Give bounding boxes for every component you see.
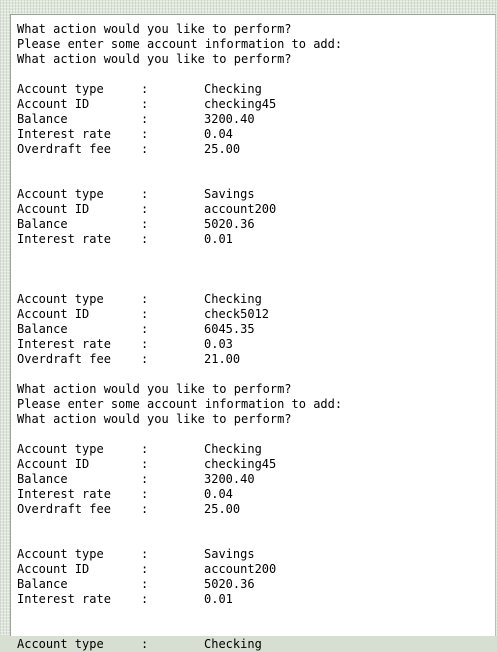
field-separator: :	[141, 472, 149, 486]
field-separator: :	[141, 577, 149, 591]
account-field-row	[17, 187, 342, 202]
account-field-row	[17, 97, 342, 112]
field-value: 5020.36	[204, 217, 255, 231]
blank-line	[17, 247, 342, 262]
field-value: 0.01	[204, 232, 233, 246]
field-label: Balance	[17, 577, 68, 591]
field-value: 3200.40	[204, 112, 255, 126]
console-message-line: Please enter some account information to add:	[17, 397, 343, 411]
field-separator: :	[141, 307, 149, 321]
field-label: Account type	[17, 547, 104, 561]
field-label: Account type	[17, 292, 104, 306]
field-separator: :	[141, 547, 149, 561]
field-separator: :	[141, 232, 149, 246]
account-field-row	[17, 592, 342, 607]
field-label: Interest rate	[17, 487, 111, 501]
field-value: 3200.40	[204, 472, 255, 486]
field-separator: :	[141, 112, 149, 126]
account-field-row	[17, 82, 342, 97]
blank-line	[17, 367, 342, 382]
field-value: Checking	[204, 82, 262, 96]
field-value: 25.00	[204, 142, 241, 156]
console-message-line: What action would you like to perform?	[17, 22, 292, 36]
console-message-line: Please enter some account information to add:	[17, 37, 343, 51]
field-label: Interest rate	[17, 592, 111, 606]
blank-line	[17, 157, 342, 172]
field-value: check5012	[204, 307, 270, 321]
field-separator: :	[141, 292, 149, 306]
field-separator: :	[141, 457, 149, 471]
account-field-row	[17, 232, 342, 247]
blank-line	[17, 517, 342, 532]
field-label: Account ID	[17, 97, 90, 111]
field-label: Account type	[17, 187, 104, 201]
field-label: Account type	[17, 442, 104, 456]
blank-line	[17, 172, 342, 187]
field-separator: :	[141, 442, 149, 456]
field-separator: :	[141, 562, 149, 576]
account-field-row	[17, 292, 342, 307]
field-value: 25.00	[204, 502, 241, 516]
account-field-row	[17, 352, 342, 367]
field-label: Interest rate	[17, 127, 111, 141]
blank-line	[17, 607, 342, 622]
field-value: account200	[204, 562, 277, 576]
field-separator: :	[141, 142, 149, 156]
field-value: 21.00	[204, 352, 241, 366]
field-value: Checking	[204, 637, 262, 651]
field-separator: :	[141, 202, 149, 216]
field-label: Balance	[17, 322, 68, 336]
field-separator: :	[141, 637, 149, 651]
field-label: Account ID	[17, 202, 90, 216]
field-value: Savings	[204, 187, 255, 201]
field-label: Account ID	[17, 307, 90, 321]
account-field-row	[17, 547, 342, 562]
console-output-pane[interactable]	[10, 14, 496, 651]
field-label: Overdraft fee	[17, 142, 111, 156]
field-value: checking45	[204, 457, 277, 471]
account-field-row	[17, 322, 342, 337]
console-text	[17, 22, 342, 652]
field-separator: :	[141, 502, 149, 516]
field-label: Account ID	[17, 562, 90, 576]
field-value: Checking	[204, 442, 262, 456]
account-field-row	[17, 577, 342, 592]
field-label: Interest rate	[17, 232, 111, 246]
console-message-line: What action would you like to perform?	[17, 412, 292, 426]
field-value: Savings	[204, 547, 255, 561]
field-label: Account type	[17, 82, 104, 96]
field-label: Overdraft fee	[17, 502, 111, 516]
blank-line	[17, 427, 342, 442]
field-value: 0.04	[204, 487, 233, 501]
field-value: 6045.35	[204, 322, 255, 336]
field-separator: :	[141, 487, 149, 501]
field-value: 0.04	[204, 127, 233, 141]
field-label: Balance	[17, 112, 68, 126]
field-value: 0.03	[204, 337, 233, 351]
blank-line	[17, 67, 342, 82]
account-field-row	[17, 217, 342, 232]
field-value: account200	[204, 202, 277, 216]
blank-line	[17, 262, 342, 277]
field-separator: :	[141, 337, 149, 351]
account-field-row	[17, 112, 342, 127]
field-separator: :	[141, 127, 149, 141]
field-separator: :	[141, 322, 149, 336]
account-field-row	[17, 457, 342, 472]
field-label: Interest rate	[17, 337, 111, 351]
blank-line	[17, 532, 342, 547]
field-separator: :	[141, 82, 149, 96]
account-field-row	[17, 637, 342, 652]
field-separator: :	[141, 97, 149, 111]
field-label: Balance	[17, 217, 68, 231]
account-field-row	[17, 487, 342, 502]
account-field-row	[17, 307, 342, 322]
field-value: Checking	[204, 292, 262, 306]
account-field-row	[17, 142, 342, 157]
account-field-row	[17, 127, 342, 142]
field-value: checking45	[204, 97, 277, 111]
account-field-row	[17, 442, 342, 457]
field-label: Overdraft fee	[17, 352, 111, 366]
account-field-row	[17, 562, 342, 577]
field-value: 5020.36	[204, 577, 255, 591]
account-field-row	[17, 502, 342, 517]
field-label: Account type	[17, 637, 104, 651]
account-field-row	[17, 337, 342, 352]
blank-line	[17, 622, 342, 637]
account-field-row	[17, 202, 342, 217]
field-label: Account ID	[17, 457, 90, 471]
field-separator: :	[141, 592, 149, 606]
console-message-line: What action would you like to perform?	[17, 382, 292, 396]
blank-line	[17, 277, 342, 292]
field-separator: :	[141, 352, 149, 366]
field-value: 0.01	[204, 592, 233, 606]
console-message-line: What action would you like to perform?	[17, 52, 292, 66]
account-field-row	[17, 472, 342, 487]
field-separator: :	[141, 217, 149, 231]
field-separator: :	[141, 187, 149, 201]
field-label: Balance	[17, 472, 68, 486]
